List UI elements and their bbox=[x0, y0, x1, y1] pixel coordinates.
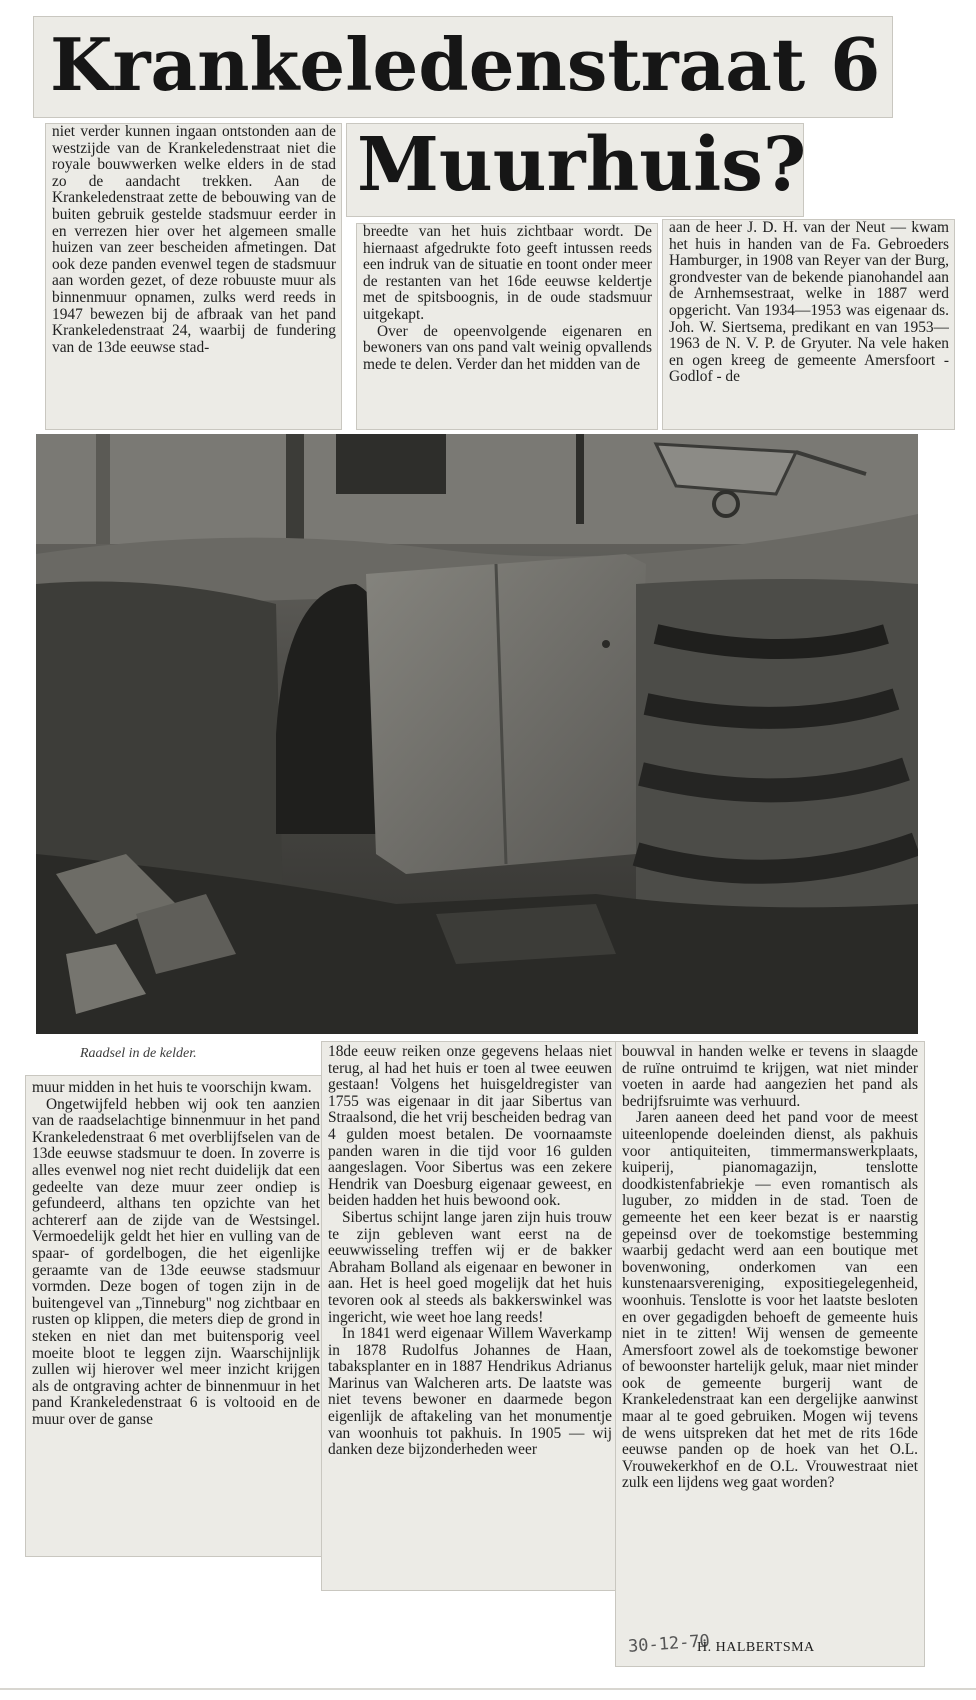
column-1-top-paragraph-1: niet verder kunnen ingaan ontstonden aan de westzijde van de Krankeledenstraat niet die royale bouwwerken welke elders in de stad zo de aandacht trekken. Aan de Krankeledenstraat zette de bebouwing van de buiten gebruik gestelde stadsmuur eerder in en verrezen hier over het algemeen smalle huizen van zeer bescheiden afmetingen. Dat ook deze panden evenwel tegen de stadsmuur aan worden gezet, of deze robuuste muur als binnenmuur opnamen, zulks werd reeds in 1947 bewezen bij de afbraak van het pand Krankeledenstraat 24, waarbij de fundering van de 13de eeuwse stad- bbox=[52, 124, 336, 356]
column-2-bottom-paragraph-2: Sibertus schijnt lange jaren zijn huis trouw te zijn gebleven want eerst na de eeuwwisseling treffen wij er de bakker Abraham Bolland als eigenaar en bewoner in aan. Het is heel goed mogelijk dat het huis tevoren ook al steeds als bakkerswinkel was ingericht, wie weet hoe lang reeds! bbox=[328, 1208, 612, 1326]
column-1-bottom-paragraph-2: Ongetwijfeld hebben wij ook ten aanzien van de raadselachtige binnenmuur in het pand Krankeledenstraat 6 met overblijfselen van de 13de eeuwse stadsmuur te doen. In zoverre is alles evenwel nog niet recht duidelijk dat een gedeelte van deze muur zeer ondiep is gefundeerd, althans ten opzichte van het achtererf aan de zijde van de Westsingel. Vermoedelijk geldt het hier en vulling van de spaar- of gordelbogen, die het eigenlijke geraamte van de 13de eeuwse stadsmuur vormden. Deze bogen of togen zijn in de buitengevel van „Tinneburg" nog zichtbaar en rusten op klippen, die meters diep de grond in steken en niet dan met buitensporig veel moeite bloot te leggen zijn. Waarschijnlijk zullen wij hierover wel meer inzicht krijgen als de ontgraving achter de binnenmuur in het pand Krankeledenstraat 6 is voltooid en de muur over de ganse bbox=[32, 1095, 320, 1428]
column-2-top-paragraph-2: Over de opeenvolgende eigenaren en bewoners van ons pand valt weinig opvallends mede te delen. Verder dan het midden van de bbox=[363, 322, 652, 373]
column-3-bottom-paragraph-1: bouwval in handen welke er tevens in slaagde de ruïne ontruimd te krijgen, wat niet minder voeten in aarde had aangezien het pand als bedrijfsruimte was verhuurd. bbox=[622, 1044, 918, 1110]
column-2-bottom bbox=[328, 1044, 612, 1588]
column-1-top bbox=[52, 124, 336, 429]
column-3-bottom-paragraph-2: Jaren aaneen deed het pand voor de meest uiteenlopende doeleinden dienst, als pakhuis voor antiquiteiten, timmermanswerkplaats, kuiperij, pianomagazijn, tenslotte doodkistenfabriekje — even romantisch als luguber, zo midden in de stad. Toen de gemeente het een keer bezat is er naarstig gepeinsd over de toekomstige bestemming waarbij gedacht werd aan een boutique met bovenwoning, onderkomen van een kunstenaarsvereniging, expositiegelegenheid, woonhuis. Tenslotte is voor het laatste besloten en over gegadigden behoeft de gemeente huis niet in te zitten! Wij wensen de gemeente Amersfoort zowel als de toekomstige bewoner of bewoonster hartelijk geluk, maar niet minder ook de gemeente burgerij want de Krankeledenstraat kan een dergelijke aanwinst maar al te goed gebruiken. Mogen wij tevens de wens uitspreken dat het met de rits 16de eeuwse panden op de hoek van het O.L. Vrouwekerkhof en de O.L. Vrouwestraat niet zulk een lijdens weg gaat worden? bbox=[622, 1109, 918, 1492]
photo-caption: Raadsel in de kelder. bbox=[80, 1046, 197, 1061]
column-2-bottom-paragraph-3: In 1841 werd eigenaar Willem Waverkamp in 1878 Rudolfus Johannes de Haan, tabaksplanter en in 1887 Hendrikus Adrianus Marinus van Walcheren arts. De laatste was niet tevens bewoner en daarmede begon eigenlijk de aftakeling van het monumentje van woonhuis tot pakhuis. In 1905 — wij danken deze bijzonderheden weer bbox=[328, 1325, 612, 1459]
column-3-top bbox=[669, 220, 949, 429]
column-2-bottom-paragraph-1: 18de eeuw reiken onze gegevens helaas niet terug, al had het huis er toen al twee eeuwen gestaan! Volgens het huisgeldregister van 1755 was eigenaar in dit jaar Sibertus van Straalsond, die het vrij bescheiden bedrag van 4 gulden moest betalen. De voornaamste panden waren in die tijd voor 16 gulden aangeslagen. Voor Sibertus was een zekere Hendrik van Doesburg eigenaar geweest, en beiden hadden het huis bewoond ook. bbox=[328, 1044, 612, 1210]
column-2-top bbox=[363, 224, 652, 429]
author-signature: H. HALBERTSMA bbox=[697, 1640, 815, 1655]
column-2-top-paragraph-1: breedte van het huis zichtbaar wordt. De hiernaast afgedrukte foto geeft intussen reeds een indruk van de situatie en toont onder meer de restanten van het 16de eeuwse keldertje met de spitsboognis, in de oude stadsmuur uitgekapt. bbox=[363, 224, 652, 323]
column-1-bottom bbox=[32, 1080, 320, 1556]
column-3-bottom bbox=[622, 1044, 918, 1638]
handwritten-date: 30-12-70 bbox=[627, 1631, 711, 1657]
photo-drawing bbox=[36, 434, 918, 1034]
column-3-top-paragraph-1: aan de heer J. D. H. van der Neut — kwam het huis in handen van de Fa. Gebroeders Hamburger, in 1908 van Reyer van der Burg, grondvester van de bekende pianohandel aan de Arnhemsestraat, welke in 1887 werd opgericht. Van 1934—1953 was eigenaar ds. Joh. W. Siertsema, predikant en van 1953—1963 de N. V. P. de Gryuter. Na vele haken en ogen kreeg de gemeente Amersfoort - Godlof - de bbox=[669, 220, 949, 386]
cellar-ruin-photo bbox=[36, 434, 918, 1034]
headline-line-1: Krankeledenstraat 6 bbox=[50, 22, 881, 107]
page-edge-line bbox=[0, 1688, 976, 1690]
column-1-bottom-paragraph-1: muur midden in het huis te voorschijn kwam. bbox=[32, 1080, 312, 1096]
headline-line-2: Muurhuis? bbox=[357, 122, 807, 208]
